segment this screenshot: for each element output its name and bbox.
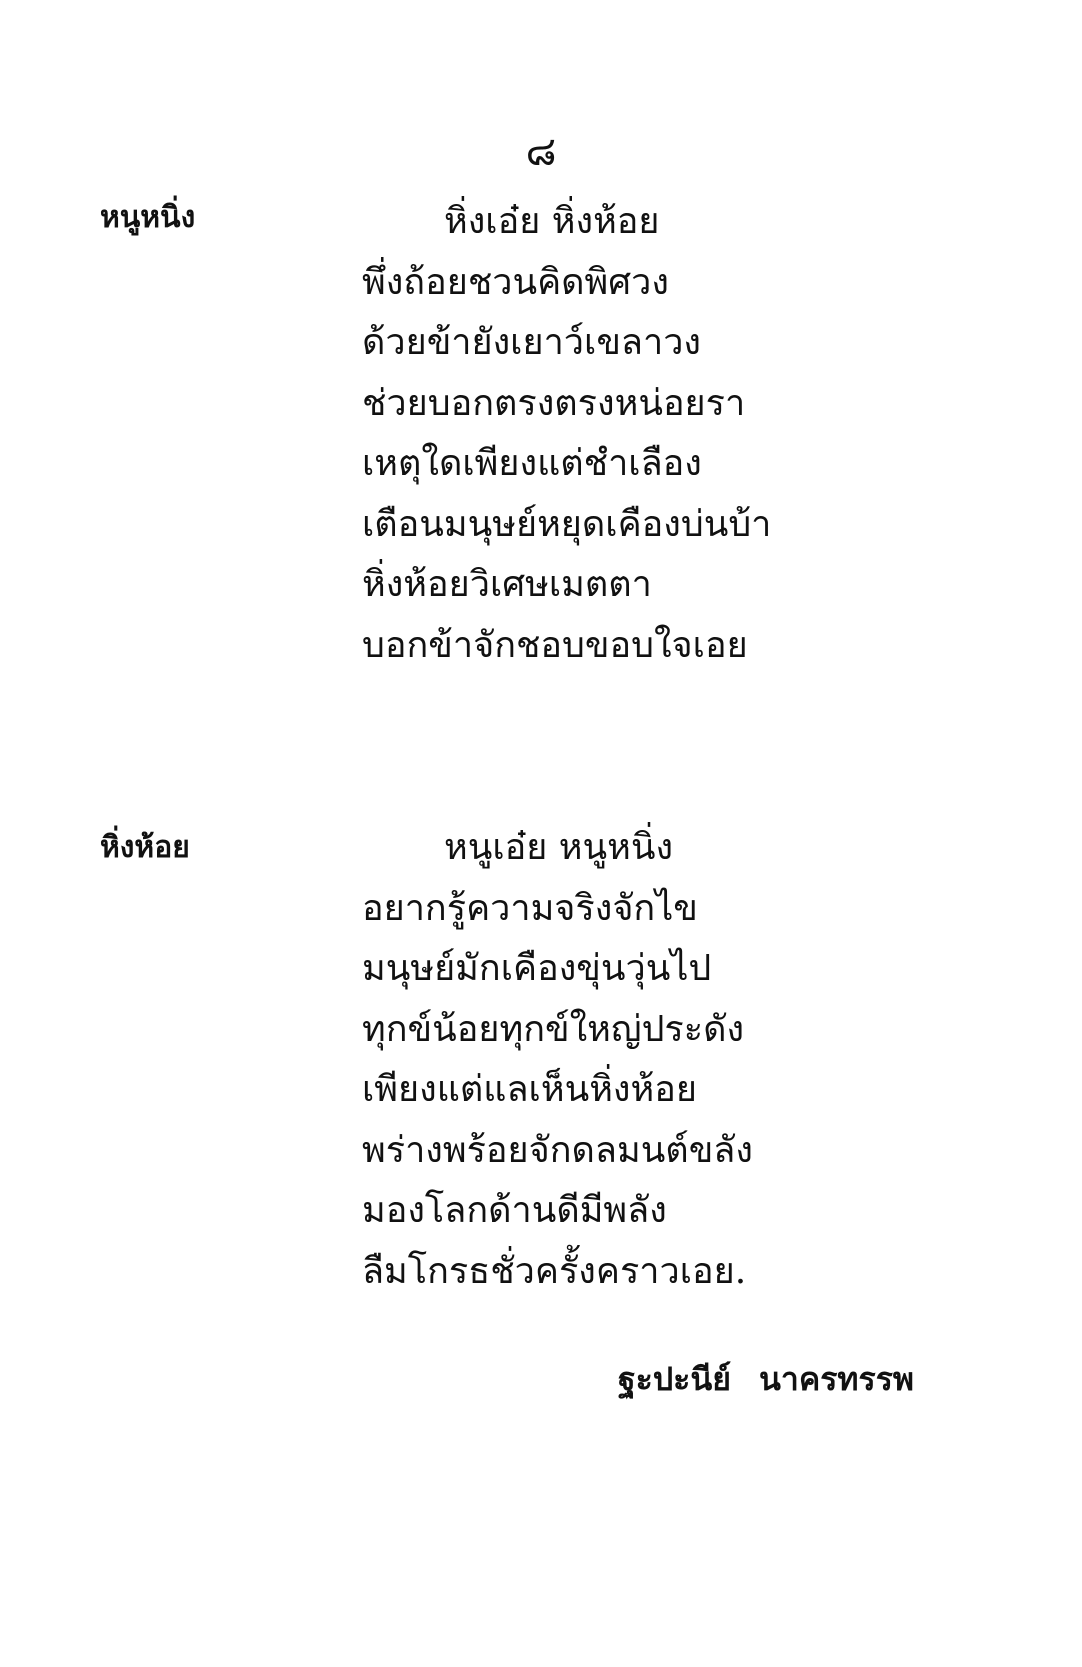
- poem-line: มองโลกด้านดีมีพลัง: [362, 1190, 667, 1231]
- author-last-name: นาครทรรพ: [758, 1360, 914, 1398]
- poem-line: ด้วยข้ายังเยาว์เขลาวง: [362, 322, 701, 363]
- poem-line: หิ่งห้อยวิเศษเมตตา: [362, 564, 652, 605]
- author-first-name: ฐะปะนีย์: [618, 1360, 731, 1398]
- speaker-label-hing-hoi: หิ่งห้อย: [100, 830, 190, 865]
- speaker-label-nu-ning: หนูหนิ่ง: [100, 200, 196, 235]
- poem-line: พึ่งถ้อยชวนคิดพิศวง: [362, 261, 669, 303]
- poem-line: เหตุใดเพียงแต่ชำเลือง: [362, 443, 702, 484]
- page-number: ๘: [525, 129, 557, 175]
- poem-line: หิ่งเอ๋ย หิ่งห้อย: [444, 201, 660, 242]
- poem-line: เตือนมนุษย์หยุดเคืองบ่นบ้า: [362, 503, 772, 545]
- poem-line: เพียงแต่แลเห็นหิ่งห้อย: [362, 1069, 697, 1110]
- poem-line: พร่างพร้อยจักดลมนต์ขลัง: [362, 1129, 753, 1171]
- poem-line: ช่วยบอกตรงตรงหน่อยรา: [362, 382, 746, 424]
- poem-line: หนูเอ๋ย หนูหนิ่ง: [444, 827, 674, 868]
- poem-line: บอกข้าจักชอบขอบใจเอย: [362, 624, 748, 666]
- poem-line: ทุกข์น้อยทุกข์ใหญ่ประดัง: [362, 1008, 745, 1050]
- stanza-nu-ning: [362, 192, 771, 676]
- poem-line: ลืมโกรธชั่วครั้งคราวเอย.: [362, 1250, 747, 1292]
- poem-line: อยากรู้ความจริงจักไข: [362, 887, 698, 929]
- author-signature: [618, 1358, 914, 1400]
- poem-line: มนุษย์มักเคืองขุ่นวุ่นไป: [362, 948, 712, 989]
- stanza-hing-hoi: [362, 818, 753, 1302]
